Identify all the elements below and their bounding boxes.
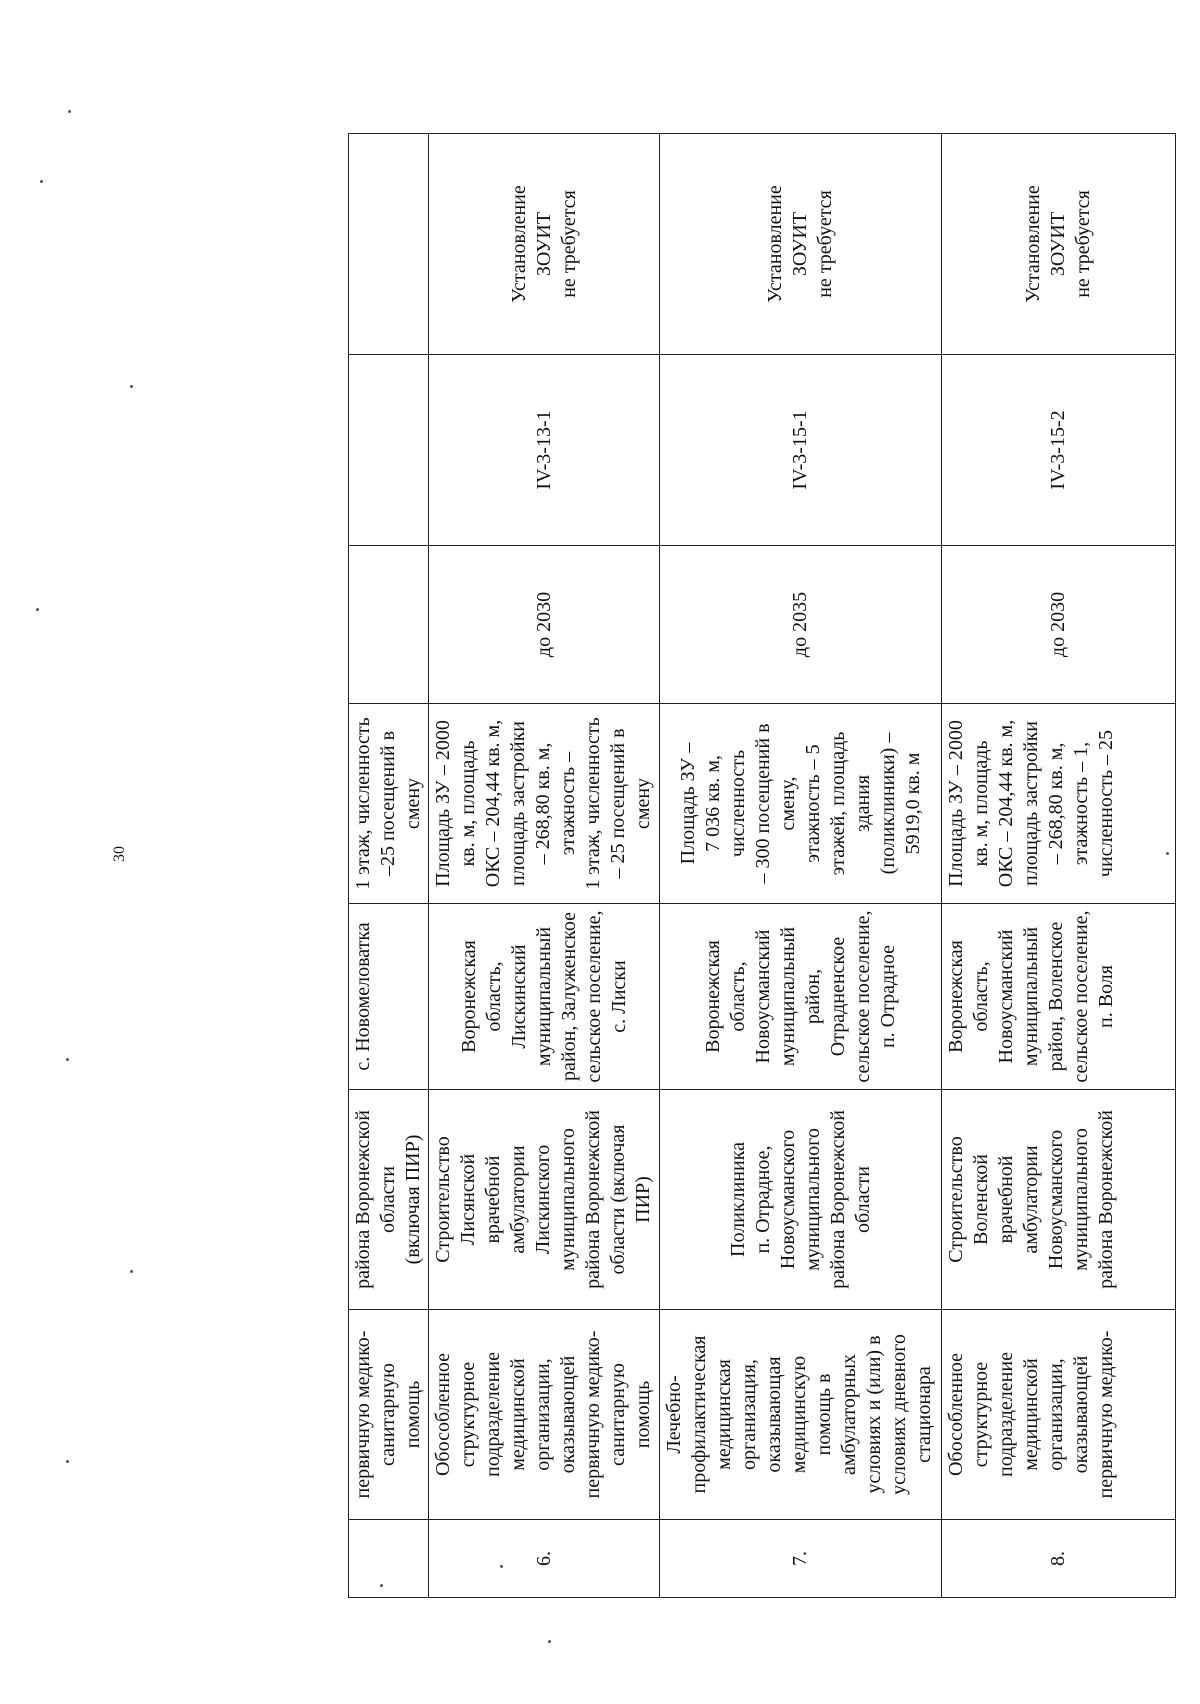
object-type: первичную медико- санитарную помощь [349,1310,429,1520]
table-row [349,134,429,1598]
scan-speck [130,1270,133,1273]
scan-speck [66,1058,69,1061]
zone-note: Установление ЗОУИТ не требуется [429,134,660,355]
zone-note: Установление ЗОУИТ не требуется [660,134,942,355]
object-code: IV-3-15-2 [942,355,1176,546]
page-number: 30 [111,846,128,862]
scan-speck [548,1640,551,1643]
object-name: Поликлиника п. Отрадное, Новоусманского муниципального района Воронежской области [660,1090,942,1310]
object-term: до 2035 [660,546,942,704]
row-number: 6. [429,1520,660,1598]
object-params: Площадь ЗУ – 2000 кв. м, площадь ОКС – 204,44 кв. м, площадь застройки – 268,80 кв. м, этажность – 1, численность – 25 [942,704,1176,904]
row-number: 7. [660,1520,942,1598]
object-type: Обособленное структурное подразделение медицинской организации, оказывающей первичную медико- санитарную помощь [429,1310,660,1520]
object-term: до 2030 [429,546,660,704]
table-row [942,134,1176,1598]
scan-speck [500,1565,503,1568]
table-row [660,134,942,1598]
rotated-table-container [348,134,1117,1598]
object-location: Воронежская область, Лискинский муниципальный район, Залуженское сельское поселение, с. Лиски [429,904,660,1090]
object-location: Воронежская область, Новоусманский муниципальный район, Воленское сельское поселение, п. Воля [942,904,1176,1090]
row-number: 8. [942,1520,1176,1598]
table-row [429,134,660,1598]
object-type: Обособленное структурное подразделение медицинской организации, оказывающей первичную медико- [942,1310,1176,1520]
scan-speck [380,1584,383,1587]
scan-speck [40,180,43,183]
row-number [349,1520,429,1598]
object-term [349,546,429,704]
zone-note: Установление ЗОУИТ не требуется [942,134,1176,355]
object-params: Площадь ЗУ – 7 036 кв. м, численность – 300 посещений в смену, этажность – 5 этажей, площадь здания (поликлиники) – 5919,0 кв. м [660,704,942,904]
object-type: Лечебно- профилактическая медицинская организация, оказывающая медицинскую помощь в амбулаторных условиях и (или) в условиях дневного стационара [660,1310,942,1520]
object-location: с. Новомеловатка [349,904,429,1090]
object-location: Воронежская область, Новоусманский муниципальный район, Отрадненское сельское поселение, п. Отрадное [660,904,942,1090]
object-name: Строительство Воленской врачебной амбулатории Новоусманского муниципального района Воронежской [942,1090,1176,1310]
object-params: Площадь ЗУ – 2000 кв. м, площадь ОКС – 204,44 кв. м, площадь застройки – 268,80 кв. м, этажность – 1 этаж, численность – 25 посещений в смену [429,704,660,904]
scan-speck [1166,852,1169,855]
object-name: Строительство Лисянской врачебной амбулатории Лискинского муниципального района Воронежской области (включая ПИР) [429,1090,660,1310]
object-name: района Воронежской области (включая ПИР) [349,1090,429,1310]
object-code [349,355,429,546]
scan-speck [66,1460,69,1463]
object-code: IV-3-13-1 [429,355,660,546]
scan-speck [130,385,133,388]
scan-speck [36,608,39,611]
objects-table [348,133,1176,1598]
zone-note [349,134,429,355]
scan-speck [68,110,71,113]
object-term: до 2030 [942,546,1176,704]
object-code: IV-3-15-1 [660,355,942,546]
object-params: 1 этаж, численность –25 посещений в смену [349,704,429,904]
